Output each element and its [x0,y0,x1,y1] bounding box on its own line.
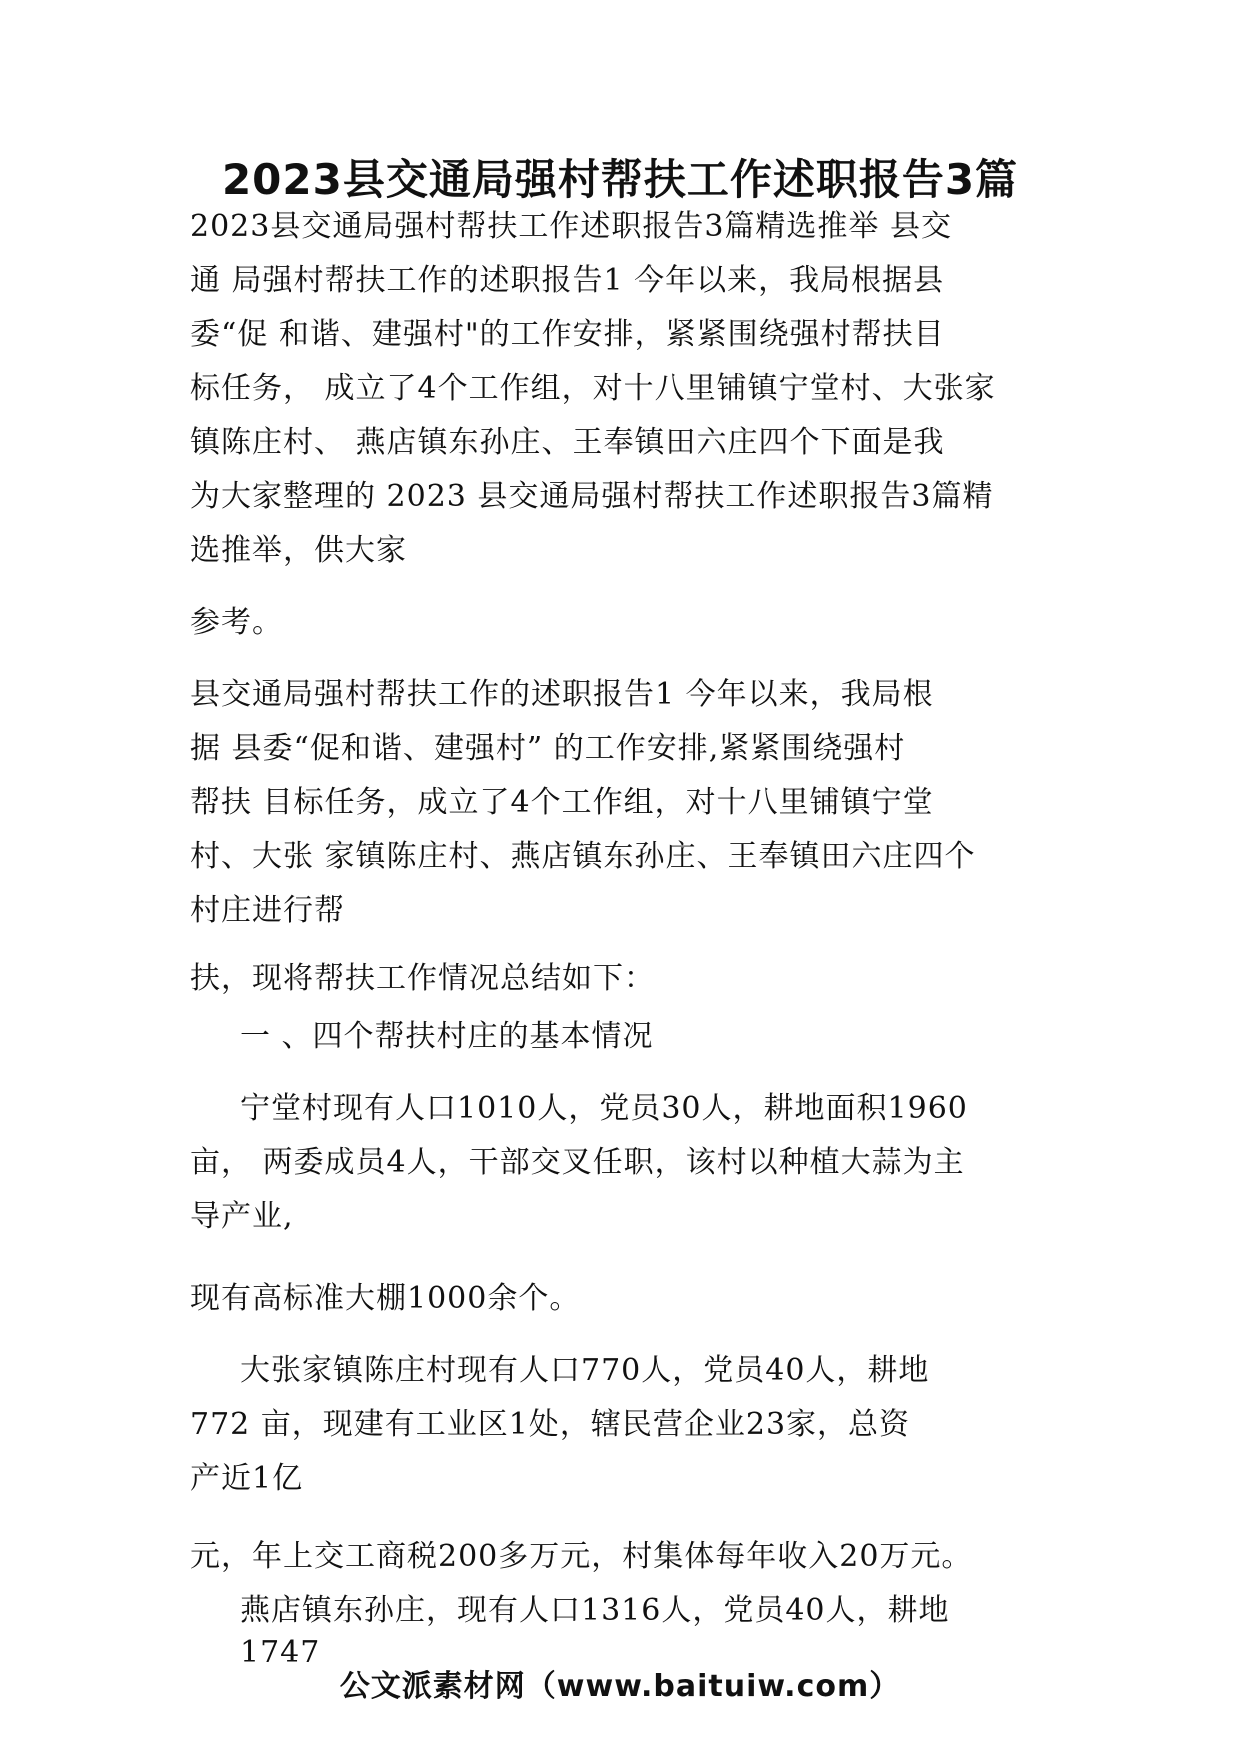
report-paragraph [190,668,1070,938]
ningtang-continuation: 现有高标准大棚1000余个。 [190,1281,581,1316]
chenzhuang-line: 产近1亿 [190,1461,304,1496]
chenzhuang-paragraph [190,1344,1070,1506]
intro-line: 标任务， 成立了4个工作组，对十八里铺镇宁堂村、大张家 [190,371,996,406]
intro-line: 通 局强村帮扶工作的述职报告1 今年以来，我局根据县 [190,263,945,298]
report-line: 据 县委“促和谐、建强村” 的工作安排,紧紧围绕强村 [190,731,906,766]
intro-line: 委“促 和谐、建强村"的工作安排，紧紧围绕强村帮扶目 [190,317,945,352]
ningtang-paragraph [190,1082,1070,1244]
dongsun-paragraph [240,1590,1070,1674]
ningtang-line: 宁堂村现有人口1010人，党员30人，耕地面积1960 [240,1091,968,1126]
intro-paragraph [190,200,1070,578]
reference-line: 参考。 [190,605,283,640]
chenzhuang-continuation: 元，年上交工商税200多万元，村集体每年收入20万元。 [190,1539,973,1574]
dongsun-line: 1747 [240,1635,321,1670]
report-line: 村庄进行帮 [190,893,345,928]
chenzhuang-line: 大张家镇陈庄村现有人口770人，党员40人，耕地 [240,1353,930,1388]
intro-line: 选推举，供大家 [190,533,407,568]
ningtang-line: 亩， 两委成员4人，干部交叉任职，该村以种植大蒜为主 [190,1145,965,1180]
footer-watermark: 公文派素材网（www.baituiw.com） [339,1669,901,1704]
report-line: 村、大张 家镇陈庄村、燕店镇东孙庄、王奉镇田六庄四个 [190,839,976,874]
summary-line: 扶，现将帮扶工作情况总结如下： [190,961,655,996]
section-heading: 一 、四个帮扶村庄的基本情况 [240,1019,654,1054]
dongsun-line: 燕店镇东孙庄，现有人口1316人，党员40人，耕地 [240,1593,950,1628]
intro-line: 为大家整理的 2023 县交通局强村帮扶工作述职报告3篇精 [190,479,994,514]
document-title: 2023县交通局强村帮扶工作述职报告3篇 [221,155,1019,204]
chenzhuang-line: 772 亩，现建有工业区1处，辖民营企业23家，总资 [190,1407,911,1442]
report-line: 县交通局强村帮扶工作的述职报告1 今年以来，我局根 [190,677,934,712]
intro-line: 2023县交通局强村帮扶工作述职报告3篇精选推举 县交 [190,209,952,244]
ningtang-line: 导产业, [190,1199,294,1234]
intro-line: 镇陈庄村、 燕店镇东孙庄、王奉镇田六庄四个下面是我 [190,425,945,460]
report-line: 帮扶 目标任务，成立了4个工作组，对十八里铺镇宁堂 [190,785,934,820]
